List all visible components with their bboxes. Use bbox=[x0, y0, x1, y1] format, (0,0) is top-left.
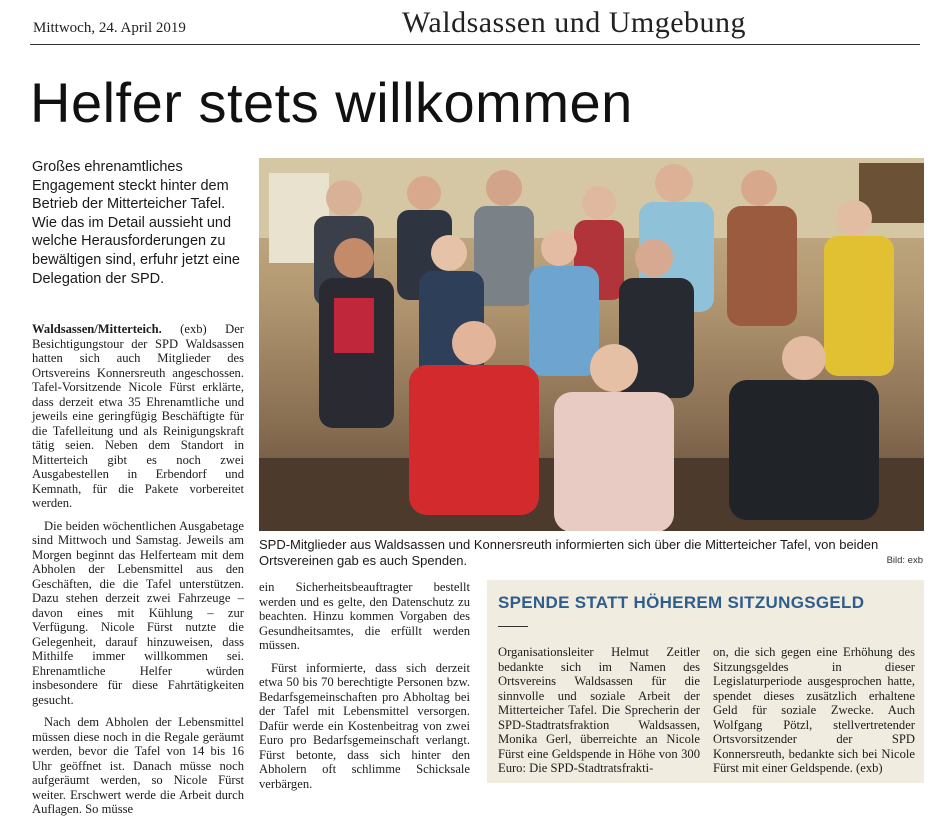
header-date: Mittwoch, 24. April 2019 bbox=[33, 20, 186, 36]
paragraph-2: Die beiden wöchentlichen Ausgabetage sind Mittwoch und Samstag. Jeweils am Morgen beginnt das Helferteam mit dem Abholen der Lebensmittel aus den Geschäften, die die Tafel unterstützen. Dazu stehen derzeit zwei Fahrzeuge – davon eines mit Kühlung – zur Verfügung. Nicole Fürst nutzte die Gelegenheit, darauf hinzuweisen, dass Mithilfe immer willkommen sei. Ehrenamtliche Helfer würden insbesondere für diese Fahrtätigkeiten gesucht. bbox=[32, 518, 244, 707]
info-box-column-2: on, die sich gegen eine Erhöhung des Sitzungsgeldes in dieser Legislaturperiode ausgesprochen hatte, spendet dieses zusätzlich erhaltene Geld für soziale Zwecke. Auch Wolfgang Pötzl, stellvertretender Ortsvorsitzender der SPD Konnersreuth, bedankte sich bei Nicole Fürst mit einer Geldspende. (exb) bbox=[713, 645, 915, 775]
paragraph-1-text: (exb) Der Besichtigungstour der SPD Waldsassen hatten sich auch Mitglieder des Ortsvereins Konnersreuth angeschossen. Tafel-Vorsitzende Nicole Fürst erklärte, dass derzeit etwa 35 Ehrenamtliche und jeweils eine geringfügig Beschäftigte für die Tafelleitung und als Reinigungskraft tätig seien. Neben dem Standort in Mitterteich gibt es noch zwei Ausgabestellen in Erbendorf und Kemnath, für die Pakete vorbereitet werden. bbox=[32, 322, 244, 510]
header-divider bbox=[30, 44, 920, 45]
headline: Helfer stets willkommen bbox=[30, 71, 633, 134]
section-title: Waldsassen und Umgebung bbox=[402, 6, 747, 39]
lead-paragraph: Großes ehrenamtliches Engagement steckt hinter dem Betrieb der Mitterteicher Tafel. Wie das im Detail aussieht und welche Herausforderungen zu bewältigen sind, erfuhr jetzt eine Delegation der SPD. bbox=[32, 159, 240, 287]
photo-credit: Bild: exb bbox=[886, 555, 923, 566]
photo-caption: SPD-Mitglieder aus Waldsassen und Konnersreuth informierten sich über die Mitterteicher Tafel, von beiden Ortsvereinen gab es auch Spenden. bbox=[259, 537, 879, 568]
info-box-column-1: Organisationsleiter Helmut Zeitler bedankte sich im Namen des Ortsvereins Waldsassen für die sinnvolle und soziale Arbeit der Mitterteicher Tafel. Die Sprecherin der SPD-Stadtratsfraktion Waldsassen, Monika Gerl, überreichte an Nicole Fürst eine Geldspende in Höhe von 300 Euro: Die SPD-Stadtratsfrakti- bbox=[498, 645, 700, 775]
article-column-2 bbox=[259, 580, 470, 799]
paragraph-4: ein Sicherheitsbeauftragter bestellt werden und es gelte, den Datenschutz zu beachten. Hinzu kommen Vorgaben des Gesundheitsamtes, die erfüllt werden müssen. bbox=[259, 580, 470, 652]
paragraph-1 bbox=[32, 322, 244, 511]
paragraph-5: Fürst informierte, dass sich derzeit etwa 50 bis 70 berechtigte Personen bzw. Bedarfsgemeinschaften pro Abholtag bei der Tafel mit Lebensmittel versorgen. Dafür werde ein Kostenbeitrag von zwei Euro pro Bedarfsgemeinschaft verlangt. Fürst betonte, dass sich hinter den Abholern oft schlimme Schicksale verbärgen. bbox=[259, 660, 470, 791]
info-box-divider bbox=[498, 626, 528, 627]
photo bbox=[259, 158, 924, 531]
article-column-1 bbox=[32, 322, 244, 825]
dateline: Waldsassen/Mitterteich. bbox=[32, 322, 162, 336]
paragraph-3: Nach dem Abholen der Lebensmittel müssen diese noch in die Regale geräumt werden, bevor die Tafel von 14 bis 16 Uhr geöffnet ist. Danach müsse noch aufgeräumt werden, so Nicole Fürst weiter. Erschwert werde die Arbeit durch Auflagen. So müsse bbox=[32, 715, 244, 816]
group-photo-illustration bbox=[259, 158, 924, 531]
info-box-title: SPENDE STATT HÖHEREM SITZUNGSGELD bbox=[498, 593, 865, 612]
